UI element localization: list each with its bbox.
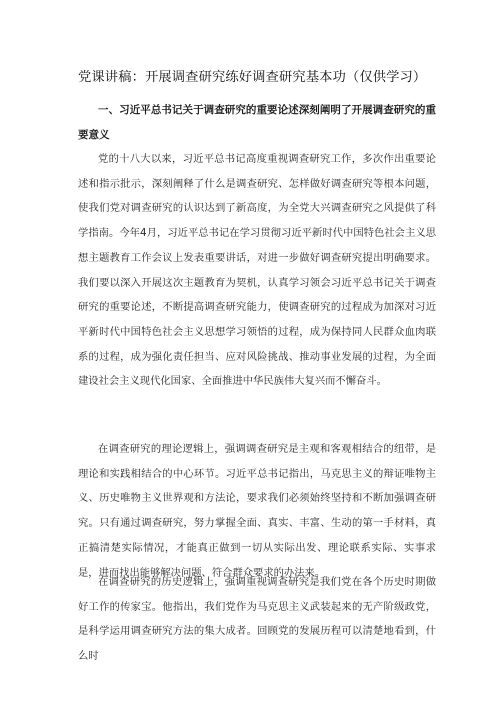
- section-heading: 一、习近平总书记关于调查研究的重要论述深刻阐明了开展调查研究的重要意义: [78, 104, 436, 141]
- body-paragraph: 在调查研究的理论逻辑上，强调调查研究是主观和客观相结合的纽带，是理论和实践相结合的中心环节。习近平总书记指出，马克思主义的辩证唯物主义、历史唯物主义世界观和方法论，要求我们必须始终坚持和不断加强调查研究。只有通过调查研究，努力掌握全面、真实、丰富、生动的第一手材料，真正搞清楚实际情况，才能真正做到一切从实际出发、理论联系实际、实事求是，进而找出能够解决问题、符合群众要求的办法来。: [78, 443, 436, 579]
- body-paragraph: 在调查研究的历史逻辑上，强调重视调查研究是我们党在各个历史时期做好工作的传家宝。他指出，我们党作为马克思主义武装起来的无产阶级政党，是科学运用调查研究方法的集大成者。回顾党的发展历程可以清楚地看到，什么时: [78, 576, 436, 663]
- document-title: 党课讲稿：开展调查研究练好调查研究基本功（仅供学习）: [78, 70, 427, 85]
- body-paragraph: 党的十八大以来，习近平总书记高度重视调查研究工作，多次作出重要论述和指示批示，深刻阐释了什么是调查研究、怎样做好调查研究等根本问题，使我们党对调查研究的认识达到了新高度，为全党大兴调查研究之风提供了科学指南。今年4月，习近平总书记在学习贯彻习近平新时代中国特色社会主义思想主题教育工作会议上发表重要讲话，对进一步做好调查研究提出明确要求。我们要以深入开展这次主题教育为契机，认真学习领会习近平总书记关于调查研究的重要论述，不断提高调查研究能力，使调查研究的过程成为加深对习近平新时代中国特色社会主义思想学习领悟的过程，成为保持同人民群众血肉联系的过程，成为强化责任担当、应对风险挑战、推动事业发展的过程，为全面建设社会主义现代化国家、全面推进中华民族伟大复兴而不懈奋斗。: [78, 153, 436, 388]
